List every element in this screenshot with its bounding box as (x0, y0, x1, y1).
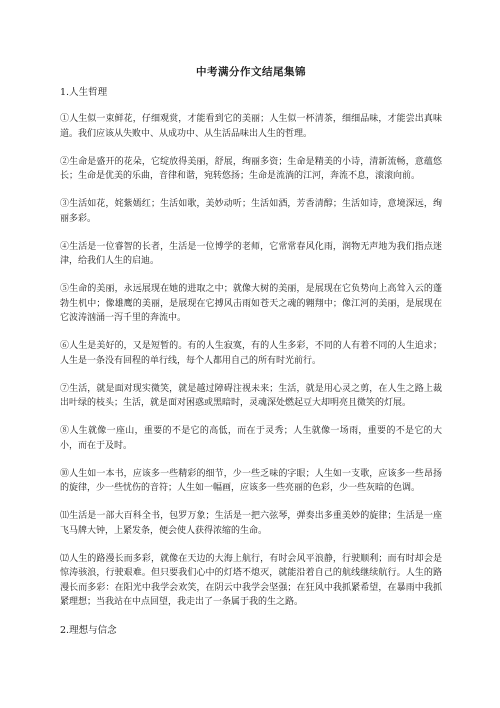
paragraph-8: ⑧人生就像一座山，重要的不是它的高低，而在于灵秀；人生就像一场雨，重要的不是它的大小，而在于及时。 (60, 426, 442, 451)
paragraph-1: ①人生似一束鲜花，仔细观赏，才能看到它的美丽；人生似一杯清茶，细细品味，才能尝出真味道。我们应该从失败中、从成功中、从生活品味出人生的哲理。 (60, 114, 442, 139)
paragraph-12: ⑿人生的路漫长而多彩，就像在天边的大海上航行，有时会风平浪静，行驶顺利；而有时却会是惊涛骇浪，行驶艰难。但只要我们心中的灯塔不熄灭，就能沿着自己的航线继续航行。人生的路漫长而多彩：在阳光中我学会欢笑，在阴云中我学会坚强；在狂风中我抓紧希望，在暴雨中我抓紧理想；当我站在中点回望，我走出了一条属于我的生之路。 (60, 553, 442, 607)
paragraph-7: ⑦生活，就是面对现实微笑，就是越过障碍注视未来；生活，就是用心灵之剪，在人生之路上裁出叶绿的枝头；生活，就是面对困惑或黑暗时，灵魂深处燃起豆大却明亮且微笑的灯展。 (60, 383, 442, 408)
paragraph-10: ⑩人生如一本书，应该多一些精彩的细节，少一些乏味的字眼；人生如一支歌，应该多一些昂扬的旋律，少一些忧伤的音符；人生如一幅画，应该多一些亮丽的色彩，少一些灰暗的色调。 (60, 468, 442, 493)
paragraph-6: ⑥人生是美好的，又是短暂的。有的人生寂寞，有的人生多彩，不同的人有着不同的人生追求；人生是一条没有回程的单行线，每个人都用自己的所有时光前行。 (60, 341, 442, 366)
section-heading-philosophy: 1.人生哲理 (60, 87, 108, 98)
paragraph-3: ③生活如花，姹紫嫣红；生活如歌，美妙动听；生活如酒，芳香清醇；生活如诗，意境深远，绚丽多彩。 (60, 199, 442, 224)
paragraph-2: ②生命是盛开的花朵，它绽放得美丽，舒展，绚丽多资；生命是精美的小诗，清新流畅，意蕴悠长；生命是优美的乐曲，音律和谐，宛转悠扬；生命是流淌的江河，奔流不息，滚滚向前。 (60, 156, 442, 181)
paragraph-4: ④生活是一位睿智的长者，生活是一位博学的老师，它常常春风化雨，润物无声地为我们指点迷津，给我们人生的启迪。 (60, 241, 442, 266)
document-title: 中考满分作文结尾集锦 (196, 66, 306, 78)
paragraph-5: ⑤生命的美丽，永远展现在她的进取之中；就像大树的美丽，是展现在它负势向上高耸入云的蓬勃生机中；像雄鹰的美丽，是展现在它搏风击雨如苍天之魂的翱翔中；像江河的美丽，是展现在它波涛汹涌一泻千里的奔流中。 (60, 284, 442, 323)
section-heading-ideals: 2.理想与信念 (60, 624, 117, 636)
paragraph-11: ⑾生活是一部大百科全书，包罗万象；生活是一把六弦琴，弹奏出多重美妙的旋律；生活是一座飞马牌大钟，上紧发条，便会使人获得浓缩的生命。 (60, 511, 442, 536)
